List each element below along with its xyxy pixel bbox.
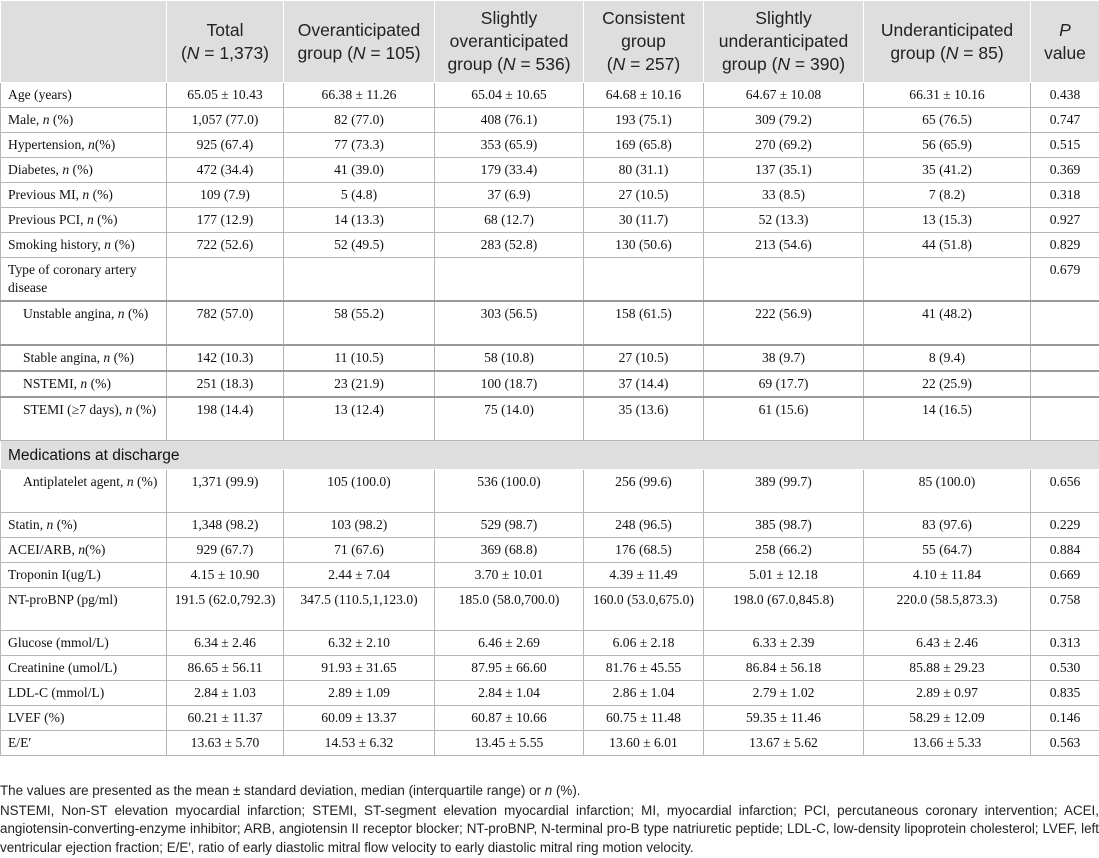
table-cell: 137 (35.1) bbox=[704, 158, 864, 183]
table-cell: 722 (52.6) bbox=[167, 233, 284, 258]
header-slightly-underanticipated: Slightly underanticipated group (N = 390) bbox=[704, 1, 864, 83]
table-cell: 60.87 ± 10.66 bbox=[435, 706, 584, 731]
row-label: ACEI/ARB, n(%) bbox=[1, 538, 167, 563]
table-cell: 2.79 ± 1.02 bbox=[704, 681, 864, 706]
header-label bbox=[1, 1, 167, 83]
table-cell: 37 (6.9) bbox=[435, 183, 584, 208]
table-cell: 7 (8.2) bbox=[864, 183, 1031, 208]
section-title: Medications at discharge bbox=[1, 441, 1099, 470]
header-p-value: P value bbox=[1031, 1, 1099, 83]
table-cell: 258 (66.2) bbox=[704, 538, 864, 563]
row-label: Previous PCI, n (%) bbox=[1, 208, 167, 233]
table-cell: 37 (14.4) bbox=[584, 371, 704, 397]
row-label: LVEF (%) bbox=[1, 706, 167, 731]
table-row bbox=[1, 588, 1099, 631]
header-total: Total (N = 1,373) bbox=[167, 1, 284, 83]
table-cell: 65.04 ± 10.65 bbox=[435, 83, 584, 108]
header-overanticipated: Overanticipated group (N = 105) bbox=[284, 1, 435, 83]
table-cell: 309 (79.2) bbox=[704, 108, 864, 133]
table-cell: 68 (12.7) bbox=[435, 208, 584, 233]
table-cell: 13 (12.4) bbox=[284, 397, 435, 441]
table-cell: 177 (12.9) bbox=[167, 208, 284, 233]
table-cell: 6.33 ± 2.39 bbox=[704, 631, 864, 656]
table-footnotes bbox=[0, 782, 1099, 858]
table-cell: 6.43 ± 2.46 bbox=[864, 631, 1031, 656]
section-row bbox=[1, 441, 1099, 470]
row-label: Unstable angina, n (%) bbox=[1, 301, 167, 345]
table-cell: 75 (14.0) bbox=[435, 397, 584, 441]
table-cell: 0.679 bbox=[1031, 258, 1099, 302]
table-cell: 8 (9.4) bbox=[864, 345, 1031, 371]
table-row bbox=[1, 681, 1099, 706]
header-slightly-overanticipated: Slightly overanticipated group (N = 536) bbox=[435, 1, 584, 83]
table-row bbox=[1, 208, 1099, 233]
table-cell: 58 (55.2) bbox=[284, 301, 435, 345]
table-cell: 83 (97.6) bbox=[864, 513, 1031, 538]
table-cell: 2.89 ± 0.97 bbox=[864, 681, 1031, 706]
table-cell: 109 (7.9) bbox=[167, 183, 284, 208]
table-cell: 4.15 ± 10.90 bbox=[167, 563, 284, 588]
table-cell: 5 (4.8) bbox=[284, 183, 435, 208]
table-cell bbox=[704, 258, 864, 302]
header-row bbox=[1, 1, 1099, 83]
table-row bbox=[1, 258, 1099, 302]
table-cell: 91.93 ± 31.65 bbox=[284, 656, 435, 681]
table-cell: 389 (99.7) bbox=[704, 470, 864, 513]
table-cell: 0.829 bbox=[1031, 233, 1099, 258]
table-body-medications bbox=[1, 470, 1099, 756]
table-cell: 66.31 ± 10.16 bbox=[864, 83, 1031, 108]
table-cell bbox=[1031, 397, 1099, 441]
table-cell: 30 (11.7) bbox=[584, 208, 704, 233]
row-label: Hypertension, n(%) bbox=[1, 133, 167, 158]
row-label: Smoking history, n (%) bbox=[1, 233, 167, 258]
table-cell: 66.38 ± 11.26 bbox=[284, 83, 435, 108]
table-cell: 0.758 bbox=[1031, 588, 1099, 631]
row-label: Stable angina, n (%) bbox=[1, 345, 167, 371]
table-row bbox=[1, 233, 1099, 258]
table-cell: 4.39 ± 11.49 bbox=[584, 563, 704, 588]
table-cell: 13 (15.3) bbox=[864, 208, 1031, 233]
table-cell: 222 (56.9) bbox=[704, 301, 864, 345]
table-cell: 0.229 bbox=[1031, 513, 1099, 538]
table-cell: 185.0 (58.0,700.0) bbox=[435, 588, 584, 631]
table-row bbox=[1, 371, 1099, 397]
table-cell: 22 (25.9) bbox=[864, 371, 1031, 397]
table-cell: 52 (49.5) bbox=[284, 233, 435, 258]
table-cell: 1,371 (99.9) bbox=[167, 470, 284, 513]
row-label: Troponin I(ug/L) bbox=[1, 563, 167, 588]
table-cell: 60.75 ± 11.48 bbox=[584, 706, 704, 731]
table-cell: 52 (13.3) bbox=[704, 208, 864, 233]
table-cell: 2.89 ± 1.09 bbox=[284, 681, 435, 706]
table-cell: 1,348 (98.2) bbox=[167, 513, 284, 538]
table-cell: 347.5 (110.5,1,123.0) bbox=[284, 588, 435, 631]
table-cell: 220.0 (58.5,873.3) bbox=[864, 588, 1031, 631]
table-cell: 0.530 bbox=[1031, 656, 1099, 681]
table-cell: 58 (10.8) bbox=[435, 345, 584, 371]
table-cell: 0.669 bbox=[1031, 563, 1099, 588]
row-label: Statin, n (%) bbox=[1, 513, 167, 538]
table-cell: 56 (65.9) bbox=[864, 133, 1031, 158]
table-cell: 105 (100.0) bbox=[284, 470, 435, 513]
table-cell: 0.515 bbox=[1031, 133, 1099, 158]
header-underanticipated: Underanticipated group (N = 85) bbox=[864, 1, 1031, 83]
table-cell: 44 (51.8) bbox=[864, 233, 1031, 258]
table-row bbox=[1, 513, 1099, 538]
table-cell bbox=[1031, 345, 1099, 371]
table-cell: 782 (57.0) bbox=[167, 301, 284, 345]
table-cell: 13.45 ± 5.55 bbox=[435, 731, 584, 756]
table-cell: 6.34 ± 2.46 bbox=[167, 631, 284, 656]
table-row bbox=[1, 731, 1099, 756]
table-cell: 69 (17.7) bbox=[704, 371, 864, 397]
table-row bbox=[1, 470, 1099, 513]
table-row bbox=[1, 345, 1099, 371]
table-row bbox=[1, 563, 1099, 588]
table-cell: 65.05 ± 10.43 bbox=[167, 83, 284, 108]
header-consistent: Consistent group (N = 257) bbox=[584, 1, 704, 83]
table-cell bbox=[1031, 371, 1099, 397]
table-cell: 13.67 ± 5.62 bbox=[704, 731, 864, 756]
table-cell: 6.46 ± 2.69 bbox=[435, 631, 584, 656]
table-cell: 0.835 bbox=[1031, 681, 1099, 706]
table-cell: 55 (64.7) bbox=[864, 538, 1031, 563]
table-cell: 81.76 ± 45.55 bbox=[584, 656, 704, 681]
table-cell: 0.884 bbox=[1031, 538, 1099, 563]
table-cell: 41 (39.0) bbox=[284, 158, 435, 183]
table-cell: 0.563 bbox=[1031, 731, 1099, 756]
table-row bbox=[1, 83, 1099, 108]
table-cell: 0.146 bbox=[1031, 706, 1099, 731]
table-cell: 536 (100.0) bbox=[435, 470, 584, 513]
table-cell: 86.65 ± 56.11 bbox=[167, 656, 284, 681]
table-cell: 169 (65.8) bbox=[584, 133, 704, 158]
table-cell: 198.0 (67.0,845.8) bbox=[704, 588, 864, 631]
table-cell: 3.70 ± 10.01 bbox=[435, 563, 584, 588]
table-cell: 0.747 bbox=[1031, 108, 1099, 133]
row-label: STEMI (≥7 days), n (%) bbox=[1, 397, 167, 441]
table-cell: 142 (10.3) bbox=[167, 345, 284, 371]
table-cell: 248 (96.5) bbox=[584, 513, 704, 538]
table-cell: 1,057 (77.0) bbox=[167, 108, 284, 133]
table-cell: 529 (98.7) bbox=[435, 513, 584, 538]
table-cell: 13.66 ± 5.33 bbox=[864, 731, 1031, 756]
table-cell bbox=[1031, 301, 1099, 345]
footnote-abbreviations: NSTEMI, Non-ST elevation myocardial infarction; STEMI, ST-segment elevation myocardial infarction; MI, myocardial infarction; PCI, percutaneous coronary intervention; ACEI, angiotensin-converting-enzyme inhibitor; ARB, angiotensin II receptor blocker; NT-proBNP, N-terminal pro-B type natriuretic peptide; LDL-C, low-density lipoprotein cholesterol; LVEF, left ventricular ejection fraction; E/E′, ratio of early diastolic mitral flow velocity to early diastolic mitral ring motion velocity. bbox=[0, 802, 1099, 855]
table-row bbox=[1, 706, 1099, 731]
table-cell: 61 (15.6) bbox=[704, 397, 864, 441]
table-row bbox=[1, 656, 1099, 681]
table-cell: 0.313 bbox=[1031, 631, 1099, 656]
row-label: Previous MI, n (%) bbox=[1, 183, 167, 208]
table-cell: 64.67 ± 10.08 bbox=[704, 83, 864, 108]
table-cell: 60.21 ± 11.37 bbox=[167, 706, 284, 731]
table-cell: 213 (54.6) bbox=[704, 233, 864, 258]
table-row bbox=[1, 183, 1099, 208]
table-cell: 251 (18.3) bbox=[167, 371, 284, 397]
table-cell: 472 (34.4) bbox=[167, 158, 284, 183]
table-cell: 35 (13.6) bbox=[584, 397, 704, 441]
table-cell: 100 (18.7) bbox=[435, 371, 584, 397]
table-cell: 4.10 ± 11.84 bbox=[864, 563, 1031, 588]
table-cell: 2.86 ± 1.04 bbox=[584, 681, 704, 706]
table-cell: 6.32 ± 2.10 bbox=[284, 631, 435, 656]
table-cell: 303 (56.5) bbox=[435, 301, 584, 345]
table-cell bbox=[864, 258, 1031, 302]
table-cell: 14 (13.3) bbox=[284, 208, 435, 233]
row-label: Antiplatelet agent, n (%) bbox=[1, 470, 167, 513]
table-cell: 14 (16.5) bbox=[864, 397, 1031, 441]
row-label: NSTEMI, n (%) bbox=[1, 371, 167, 397]
table-cell: 103 (98.2) bbox=[284, 513, 435, 538]
table-cell: 80 (31.1) bbox=[584, 158, 704, 183]
row-label: Male, n (%) bbox=[1, 108, 167, 133]
table-cell: 179 (33.4) bbox=[435, 158, 584, 183]
table-cell: 0.369 bbox=[1031, 158, 1099, 183]
table-cell: 385 (98.7) bbox=[704, 513, 864, 538]
table-cell: 6.06 ± 2.18 bbox=[584, 631, 704, 656]
table-cell: 11 (10.5) bbox=[284, 345, 435, 371]
table-cell: 270 (69.2) bbox=[704, 133, 864, 158]
table-cell: 130 (50.6) bbox=[584, 233, 704, 258]
table-cell: 353 (65.9) bbox=[435, 133, 584, 158]
row-label: NT-proBNP (pg/ml) bbox=[1, 588, 167, 631]
table-cell: 158 (61.5) bbox=[584, 301, 704, 345]
table-row bbox=[1, 133, 1099, 158]
table-cell: 0.927 bbox=[1031, 208, 1099, 233]
row-label: Creatinine (umol/L) bbox=[1, 656, 167, 681]
table-cell: 13.60 ± 6.01 bbox=[584, 731, 704, 756]
row-label: Glucose (mmol/L) bbox=[1, 631, 167, 656]
table-cell: 191.5 (62.0,792.3) bbox=[167, 588, 284, 631]
table-cell: 27 (10.5) bbox=[584, 345, 704, 371]
table-cell: 0.318 bbox=[1031, 183, 1099, 208]
table-cell: 0.438 bbox=[1031, 83, 1099, 108]
table-cell: 160.0 (53.0,675.0) bbox=[584, 588, 704, 631]
table-row bbox=[1, 631, 1099, 656]
table-cell: 58.29 ± 12.09 bbox=[864, 706, 1031, 731]
table-cell: 176 (68.5) bbox=[584, 538, 704, 563]
table-body-baseline bbox=[1, 83, 1099, 441]
table-cell: 77 (73.3) bbox=[284, 133, 435, 158]
table-cell: 71 (67.6) bbox=[284, 538, 435, 563]
table-cell: 929 (67.7) bbox=[167, 538, 284, 563]
table-cell: 23 (21.9) bbox=[284, 371, 435, 397]
row-label: LDL-C (mmol/L) bbox=[1, 681, 167, 706]
table-cell bbox=[435, 258, 584, 302]
table-cell: 82 (77.0) bbox=[284, 108, 435, 133]
table-row bbox=[1, 108, 1099, 133]
table-cell: 41 (48.2) bbox=[864, 301, 1031, 345]
table-cell: 925 (67.4) bbox=[167, 133, 284, 158]
table-cell: 2.44 ± 7.04 bbox=[284, 563, 435, 588]
table-cell: 60.09 ± 13.37 bbox=[284, 706, 435, 731]
table-cell: 33 (8.5) bbox=[704, 183, 864, 208]
table-cell: 0.656 bbox=[1031, 470, 1099, 513]
table-cell: 86.84 ± 56.18 bbox=[704, 656, 864, 681]
row-label: Diabetes, n (%) bbox=[1, 158, 167, 183]
table-cell: 256 (99.6) bbox=[584, 470, 704, 513]
table-cell: 64.68 ± 10.16 bbox=[584, 83, 704, 108]
table-cell: 2.84 ± 1.03 bbox=[167, 681, 284, 706]
table-cell: 14.53 ± 6.32 bbox=[284, 731, 435, 756]
table-cell: 193 (75.1) bbox=[584, 108, 704, 133]
table-cell: 85.88 ± 29.23 bbox=[864, 656, 1031, 681]
table-cell: 2.84 ± 1.04 bbox=[435, 681, 584, 706]
table-cell: 198 (14.4) bbox=[167, 397, 284, 441]
table-cell: 13.63 ± 5.70 bbox=[167, 731, 284, 756]
table-cell: 283 (52.8) bbox=[435, 233, 584, 258]
row-label: Type of coronary artery disease bbox=[1, 258, 167, 302]
table-cell: 27 (10.5) bbox=[584, 183, 704, 208]
footnote-values: The values are presented as the mean ± standard deviation, median (interquartile range) or n (%). bbox=[0, 783, 581, 798]
table-row bbox=[1, 397, 1099, 441]
table-cell: 408 (76.1) bbox=[435, 108, 584, 133]
table-cell bbox=[584, 258, 704, 302]
table-cell: 35 (41.2) bbox=[864, 158, 1031, 183]
table-cell bbox=[284, 258, 435, 302]
table-cell: 59.35 ± 11.46 bbox=[704, 706, 864, 731]
row-label: Age (years) bbox=[1, 83, 167, 108]
table-cell bbox=[167, 258, 284, 302]
table-cell: 38 (9.7) bbox=[704, 345, 864, 371]
table-cell: 65 (76.5) bbox=[864, 108, 1031, 133]
table-cell: 5.01 ± 12.18 bbox=[704, 563, 864, 588]
table-cell: 85 (100.0) bbox=[864, 470, 1031, 513]
table-cell: 369 (68.8) bbox=[435, 538, 584, 563]
table-row bbox=[1, 158, 1099, 183]
table-row bbox=[1, 538, 1099, 563]
row-label: E/E′ bbox=[1, 731, 167, 756]
table-row bbox=[1, 301, 1099, 345]
table-cell: 87.95 ± 66.60 bbox=[435, 656, 584, 681]
